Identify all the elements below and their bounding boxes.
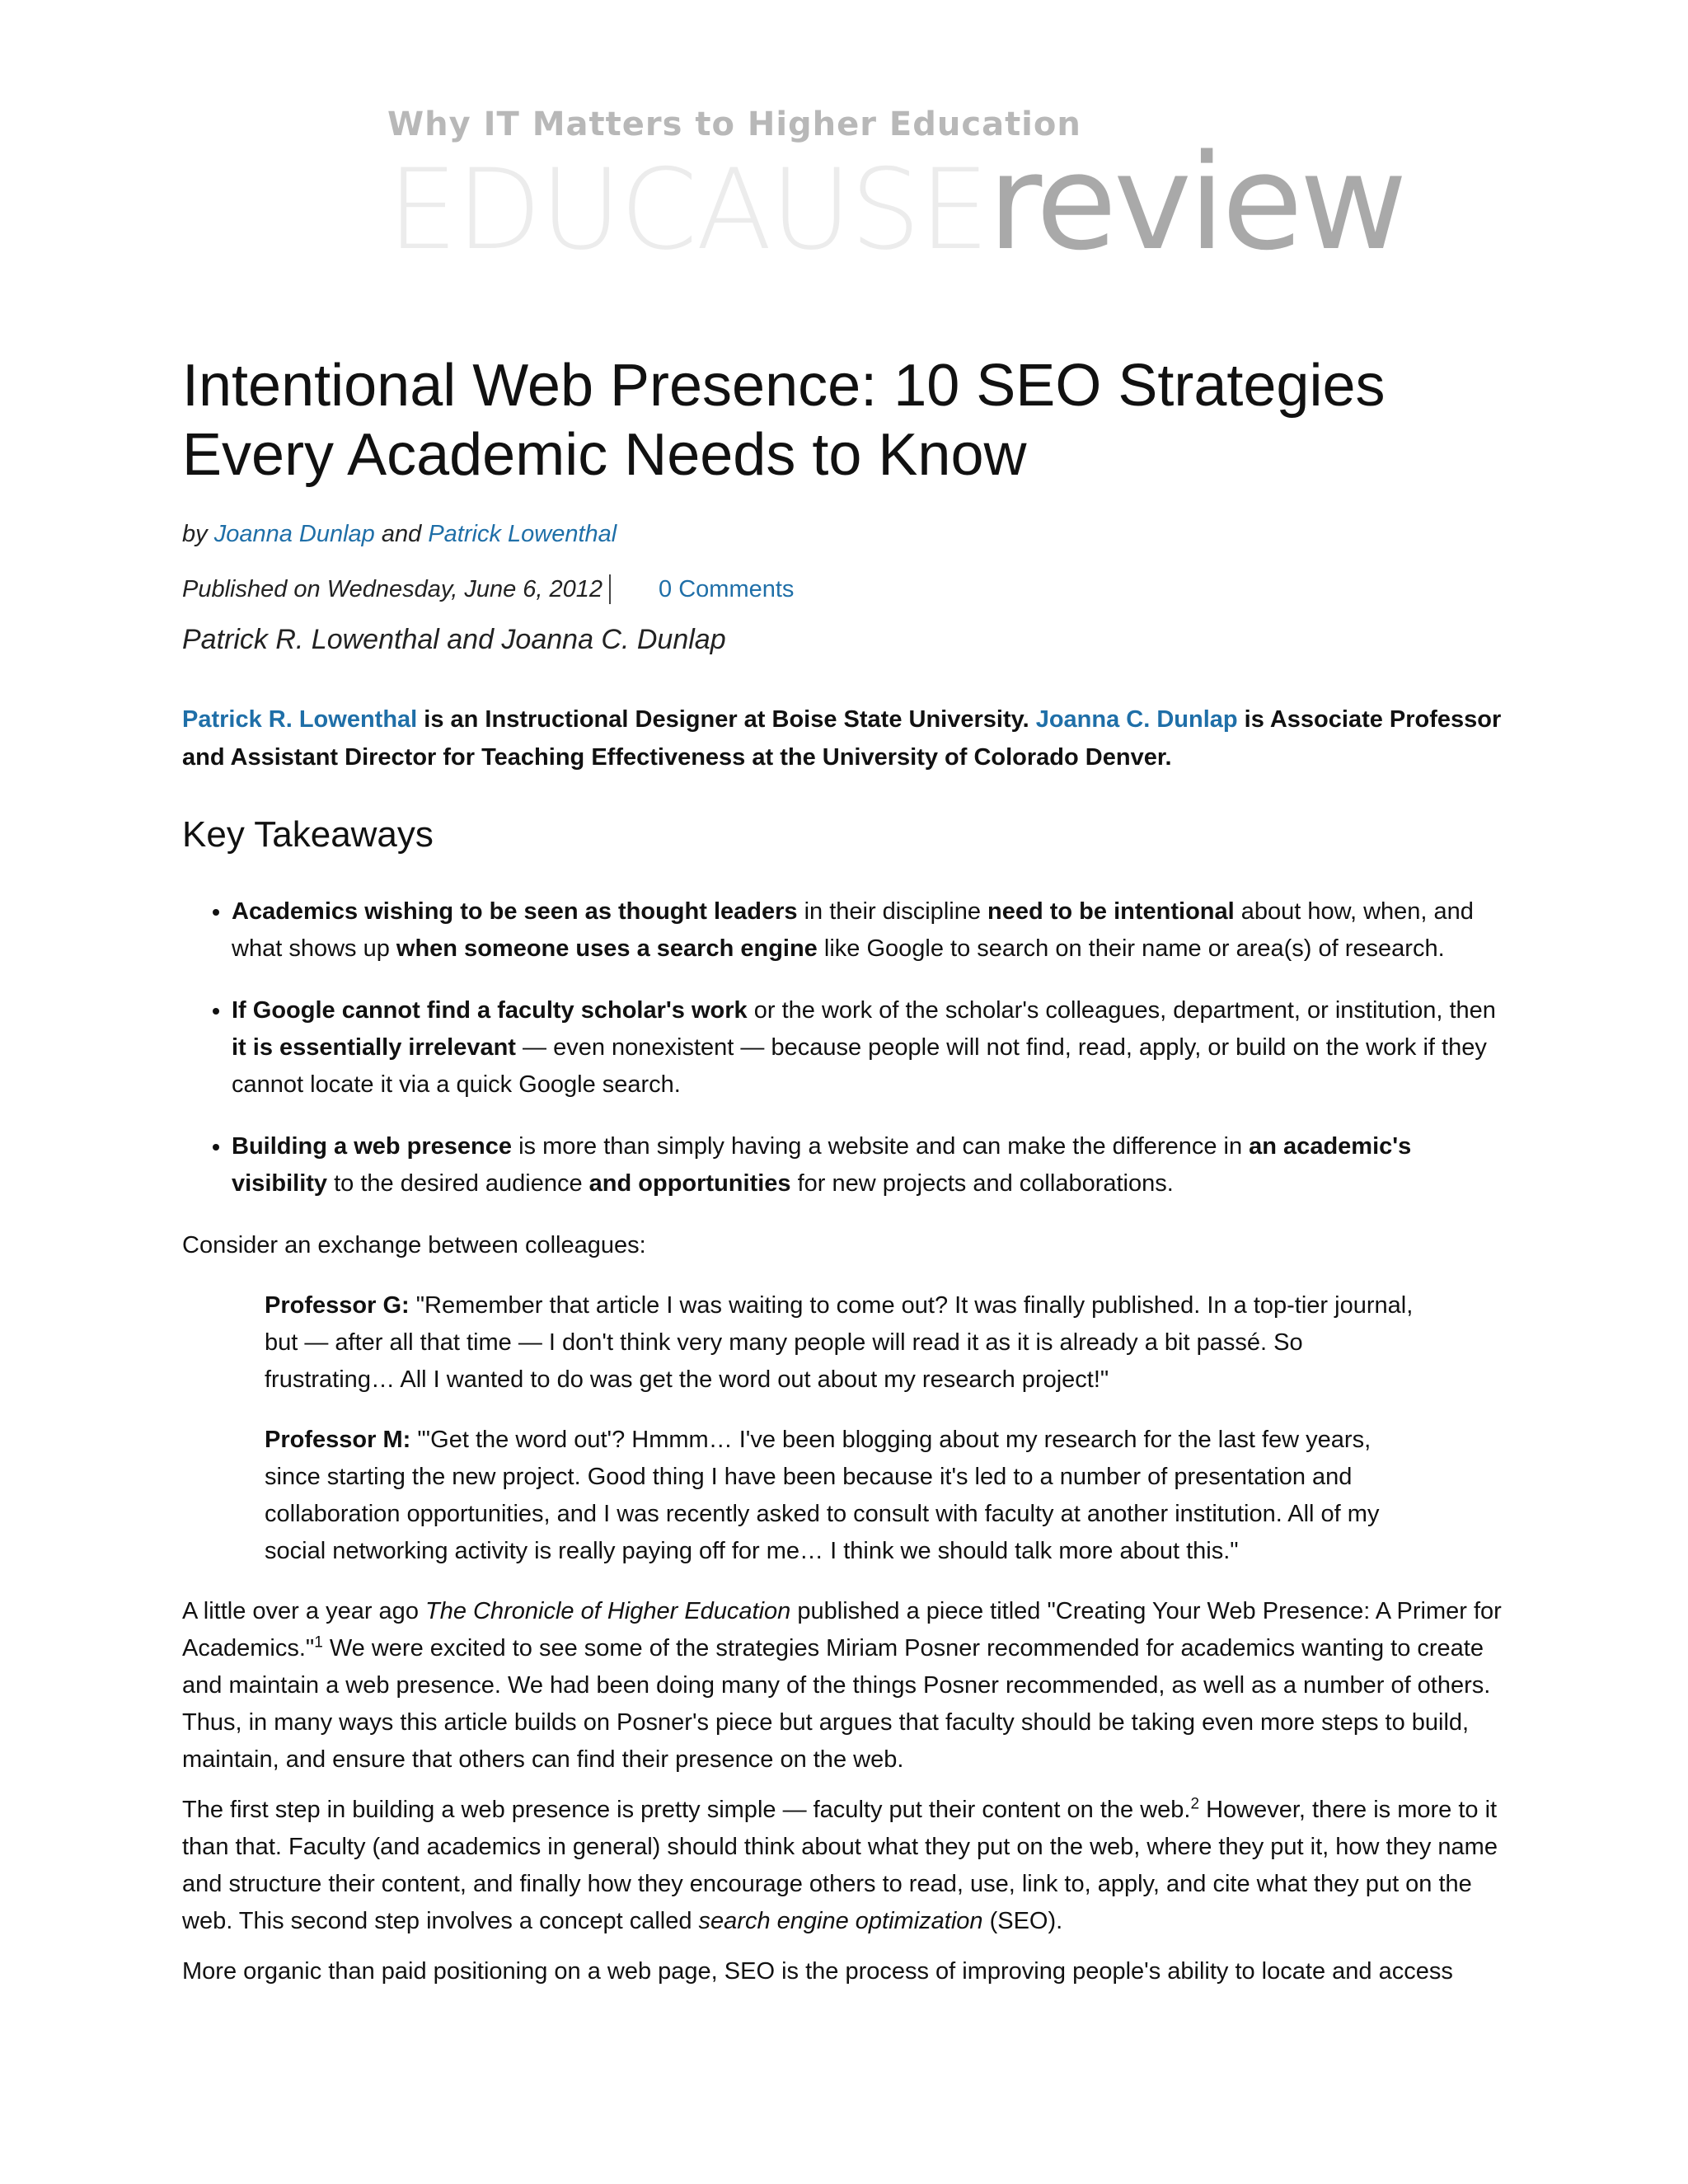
list-item: [232, 893, 1509, 968]
list-item: [232, 1128, 1509, 1202]
takeaway-bold: If Google cannot find a faculty scholar's work: [232, 997, 748, 1024]
quote-professor-g: [265, 1287, 1418, 1399]
takeaway-bold: and opportunities: [588, 1170, 791, 1197]
takeaway-text: like Google to search on their name or area(s) of research.: [817, 935, 1445, 962]
masthead-tagline: Why IT Matters to Higher Education: [387, 105, 1081, 143]
quote-speaker: Professor M:: [265, 1427, 411, 1453]
body-paragraph-1: [182, 1593, 1509, 1779]
key-takeaways-heading: Key Takeaways: [182, 814, 434, 855]
takeaway-bold: an academic's visibility: [232, 1133, 1412, 1197]
paragraph-text: We were excited to see some of the strategies Miriam Posner recommended for academics wanting to create and maintain a web presence. We had been doing many of the things Posner recommended, as well as a number of others. Thus, in many ways this article builds on Posner's piece but argues that faculty should be taking even more steps to build, maintain, and ensure that others can find their presence on the web.: [182, 1635, 1491, 1773]
quote-speaker: Professor G:: [265, 1292, 410, 1319]
byline: [182, 521, 1509, 548]
takeaway-text: to the desired audience: [327, 1170, 589, 1197]
list-item: [232, 992, 1509, 1104]
bio-text-2: is Associate Professor and Assistant Director for Teaching Effectiveness at the University of Colorado Denver.: [182, 706, 1502, 771]
article-content: [182, 351, 1509, 1990]
bio-link-joanna-dunlap[interactable]: Joanna C. Dunlap: [1035, 706, 1238, 733]
quote-professor-m: [265, 1422, 1418, 1570]
paragraph-text: However, there is more to it than that. Faculty (and academics in general) should think about what they put on the web, where they put it, how they name and structure their content, and finally how they encourage others to read, use, link to, apply, and cite what they put on the web. This second step involves a concept called: [182, 1797, 1498, 1934]
body-paragraph-2: [182, 1792, 1509, 1940]
key-takeaways-list: [182, 893, 1509, 1202]
logo-review-text: review: [987, 125, 1404, 279]
publication-info: [182, 574, 1509, 604]
takeaway-bold: need to be intentional: [987, 898, 1235, 925]
paragraph-text: The first step in building a web presence is pretty simple — faculty put their content on the web.: [182, 1797, 1191, 1823]
paragraph-text: A little over a year ago: [182, 1598, 425, 1624]
paragraph-text: published a piece titled "Creating Your Web Presence: A Primer for Academics.": [182, 1598, 1502, 1661]
takeaway-text: about how, when, and what shows up: [232, 898, 1474, 962]
byline-and: and: [381, 521, 422, 547]
takeaway-text: is more than simply having a website and can make the difference in: [512, 1133, 1250, 1160]
takeaway-text: for new projects and collaborations.: [790, 1170, 1174, 1197]
takeaway-bold: Academics wishing to be seen as thought leaders: [232, 898, 798, 925]
educause-review-logo[interactable]: [387, 125, 1404, 279]
consider-paragraph: Consider an exchange between colleagues:: [182, 1232, 646, 1258]
takeaway-text: or the work of the scholar's colleagues, department, or institution, then: [747, 997, 1496, 1024]
takeaway-text: — even nonexistent — because people will not find, read, apply, or build on the work if they cannot locate it via a quick Google search.: [232, 1034, 1487, 1098]
article-title: Intentional Web Presence: 10 SEO Strategies Every Academic Needs to Know: [182, 353, 1386, 488]
bio-link-patrick-lowenthal[interactable]: Patrick R. Lowenthal: [182, 706, 418, 733]
bio-text-1: is an Instructional Designer at Boise State University.: [417, 706, 1036, 733]
publication-name: The Chronicle of Higher Education: [425, 1598, 791, 1624]
takeaway-bold: Building a web presence: [232, 1133, 513, 1160]
author-bio: [182, 701, 1509, 776]
quote-text: "'Get the word out'? Hmmm… I've been blogging about my research for the last few years, since starting the new project. Good thing I have been because it's led to a number of presentation and collaboration opportunities, and I was recently asked to consult with faculty at another institution. All of my social networking activity is really paying off for me… I think we should talk more about this.": [265, 1427, 1380, 1564]
paragraph-text: (SEO).: [982, 1908, 1063, 1934]
takeaway-bold: when someone uses a search engine: [396, 935, 818, 962]
comments-link[interactable]: 0 Comments: [659, 575, 795, 602]
body-paragraph-3: More organic than paid positioning on a web page, SEO is the process of improving people's ability to locate and access: [182, 1958, 1453, 1985]
footnote-ref-2[interactable]: 2: [1190, 1795, 1200, 1813]
takeaway-text: in their discipline: [797, 898, 988, 925]
divider: [609, 574, 611, 604]
author-link-patrick-lowenthal[interactable]: Patrick Lowenthal: [428, 521, 617, 547]
byline-prefix: by: [182, 521, 208, 547]
logo-educause-text: EDUCAUSE: [387, 145, 988, 274]
exchange-blockquote: [265, 1287, 1418, 1570]
published-date: Published on Wednesday, June 6, 2012: [182, 575, 603, 602]
term-italic: search engine optimization: [698, 1908, 983, 1934]
footnote-ref-1[interactable]: 1: [314, 1633, 323, 1652]
quote-text: "Remember that article I was waiting to come out? It was finally published. In a top-tier journal, but — after all that time — I don't think very many people will read it as it is already a bit passé. So frustrating… All I wanted to do was get the word out about my research project!": [265, 1292, 1414, 1393]
authors-line: Patrick R. Lowenthal and Joanna C. Dunlap: [182, 624, 726, 655]
author-link-joanna-dunlap[interactable]: Joanna Dunlap: [213, 521, 375, 547]
takeaway-bold: it is essentially irrelevant: [232, 1034, 516, 1061]
masthead: [387, 105, 1404, 279]
